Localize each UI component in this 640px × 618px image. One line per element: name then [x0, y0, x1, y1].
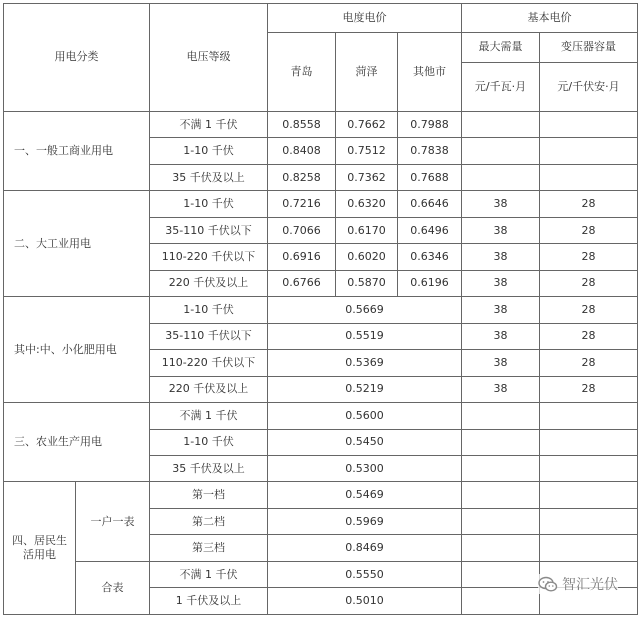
- capacity-cell: 28: [540, 244, 638, 270]
- capacity-cell: [540, 164, 638, 190]
- header-basic-price: 基本电价: [462, 4, 638, 33]
- category-general: 一、一般工商业用电: [4, 111, 150, 190]
- header-transformer: 变压器容量: [540, 32, 638, 63]
- price-qingdao: 0.8408: [268, 138, 336, 164]
- price-other: 0.6346: [398, 244, 462, 270]
- voltage-cell: 第二档: [150, 508, 268, 534]
- price-heze: 0.7512: [336, 138, 398, 164]
- demand-cell: 38: [462, 376, 540, 402]
- price-qingdao: 0.7216: [268, 191, 336, 217]
- header-city-heze: 菏泽: [336, 32, 398, 111]
- demand-cell: 38: [462, 244, 540, 270]
- price-heze: 0.6320: [336, 191, 398, 217]
- header-max-demand-unit: 元/千瓦·月: [462, 63, 540, 112]
- price-unified: 0.5219: [268, 376, 462, 402]
- electricity-price-table: [3, 3, 638, 615]
- voltage-cell: 第三档: [150, 535, 268, 561]
- price-heze: 0.6020: [336, 244, 398, 270]
- demand-cell: [462, 429, 540, 455]
- price-heze: 0.5870: [336, 270, 398, 296]
- demand-cell: [462, 535, 540, 561]
- demand-cell: [462, 164, 540, 190]
- voltage-cell: 1-10 千伏: [150, 297, 268, 323]
- demand-cell: 38: [462, 191, 540, 217]
- price-qingdao: 0.8558: [268, 111, 336, 137]
- voltage-cell: 220 千伏及以上: [150, 270, 268, 296]
- price-unified: 0.8469: [268, 535, 462, 561]
- price-unified: 0.5519: [268, 323, 462, 349]
- category-fertilizer: 其中:中、小化肥用电: [4, 297, 150, 403]
- capacity-cell: [540, 456, 638, 482]
- voltage-cell: 不满 1 千伏: [150, 561, 268, 587]
- capacity-cell: 28: [540, 191, 638, 217]
- capacity-cell: 28: [540, 323, 638, 349]
- capacity-cell: 28: [540, 376, 638, 402]
- capacity-cell: [540, 482, 638, 508]
- price-other: 0.6196: [398, 270, 462, 296]
- demand-cell: [462, 561, 540, 587]
- price-unified: 0.5369: [268, 350, 462, 376]
- price-unified: 0.5550: [268, 561, 462, 587]
- header-kwh-price: 电度电价: [268, 4, 462, 33]
- price-qingdao: 0.6766: [268, 270, 336, 296]
- watermark: [538, 574, 618, 594]
- price-heze: 0.7662: [336, 111, 398, 137]
- demand-cell: 38: [462, 270, 540, 296]
- demand-cell: 38: [462, 323, 540, 349]
- capacity-cell: 28: [540, 270, 638, 296]
- voltage-cell: 1-10 千伏: [150, 191, 268, 217]
- demand-cell: [462, 482, 540, 508]
- price-other: 0.6496: [398, 217, 462, 243]
- price-qingdao: 0.7066: [268, 217, 336, 243]
- header-city-other: 其他市: [398, 32, 462, 111]
- voltage-cell: 不满 1 千伏: [150, 403, 268, 429]
- price-other: 0.6646: [398, 191, 462, 217]
- demand-cell: 38: [462, 297, 540, 323]
- voltage-cell: 第一档: [150, 482, 268, 508]
- capacity-cell: 28: [540, 297, 638, 323]
- demand-cell: [462, 111, 540, 137]
- wechat-icon: [538, 576, 558, 593]
- demand-cell: [462, 456, 540, 482]
- price-qingdao: 0.8258: [268, 164, 336, 190]
- demand-cell: [462, 508, 540, 534]
- price-unified: 0.5669: [268, 297, 462, 323]
- demand-cell: [462, 403, 540, 429]
- price-other: 0.7688: [398, 164, 462, 190]
- voltage-cell: 1-10 千伏: [150, 429, 268, 455]
- price-unified: 0.5010: [268, 588, 462, 615]
- demand-cell: [462, 588, 540, 615]
- voltage-cell: 35-110 千伏以下: [150, 217, 268, 243]
- capacity-cell: 28: [540, 350, 638, 376]
- watermark-text: 智汇光伏: [562, 577, 618, 593]
- capacity-cell: [540, 138, 638, 164]
- demand-cell: [462, 138, 540, 164]
- category-residential-line2: 活用电: [23, 548, 56, 562]
- capacity-cell: [540, 111, 638, 137]
- category-large-industry: 二、大工业用电: [4, 191, 150, 297]
- voltage-cell: 不满 1 千伏: [150, 111, 268, 137]
- voltage-cell: 220 千伏及以上: [150, 376, 268, 402]
- subcategory-per-household: 一户一表: [76, 482, 150, 561]
- price-heze: 0.7362: [336, 164, 398, 190]
- demand-cell: 38: [462, 217, 540, 243]
- price-unified: 0.5600: [268, 403, 462, 429]
- voltage-cell: 110-220 千伏以下: [150, 244, 268, 270]
- header-city-qingdao: 青岛: [268, 32, 336, 111]
- price-unified: 0.5450: [268, 429, 462, 455]
- voltage-cell: 1-10 千伏: [150, 138, 268, 164]
- header-max-demand: 最大需量: [462, 32, 540, 63]
- category-residential: [4, 482, 76, 615]
- price-other: 0.7988: [398, 111, 462, 137]
- price-unified: 0.5969: [268, 508, 462, 534]
- voltage-cell: 35-110 千伏以下: [150, 323, 268, 349]
- header-voltage: 电压等级: [150, 4, 268, 112]
- category-residential-line1: 四、居民生: [12, 534, 67, 548]
- capacity-cell: [540, 508, 638, 534]
- header-category: 用电分类: [4, 4, 150, 112]
- category-agriculture: 三、农业生产用电: [4, 403, 150, 482]
- price-unified: 0.5300: [268, 456, 462, 482]
- capacity-cell: [540, 535, 638, 561]
- capacity-cell: [540, 429, 638, 455]
- voltage-cell: 35 千伏及以上: [150, 456, 268, 482]
- price-qingdao: 0.6916: [268, 244, 336, 270]
- voltage-cell: 35 千伏及以上: [150, 164, 268, 190]
- demand-cell: 38: [462, 350, 540, 376]
- header-transformer-unit: 元/千伏安·月: [540, 63, 638, 112]
- voltage-cell: 110-220 千伏以下: [150, 350, 268, 376]
- subcategory-shared-meter: 合表: [76, 561, 150, 614]
- voltage-cell: 1 千伏及以上: [150, 588, 268, 615]
- price-unified: 0.5469: [268, 482, 462, 508]
- capacity-cell: 28: [540, 217, 638, 243]
- price-other: 0.7838: [398, 138, 462, 164]
- price-heze: 0.6170: [336, 217, 398, 243]
- capacity-cell: [540, 403, 638, 429]
